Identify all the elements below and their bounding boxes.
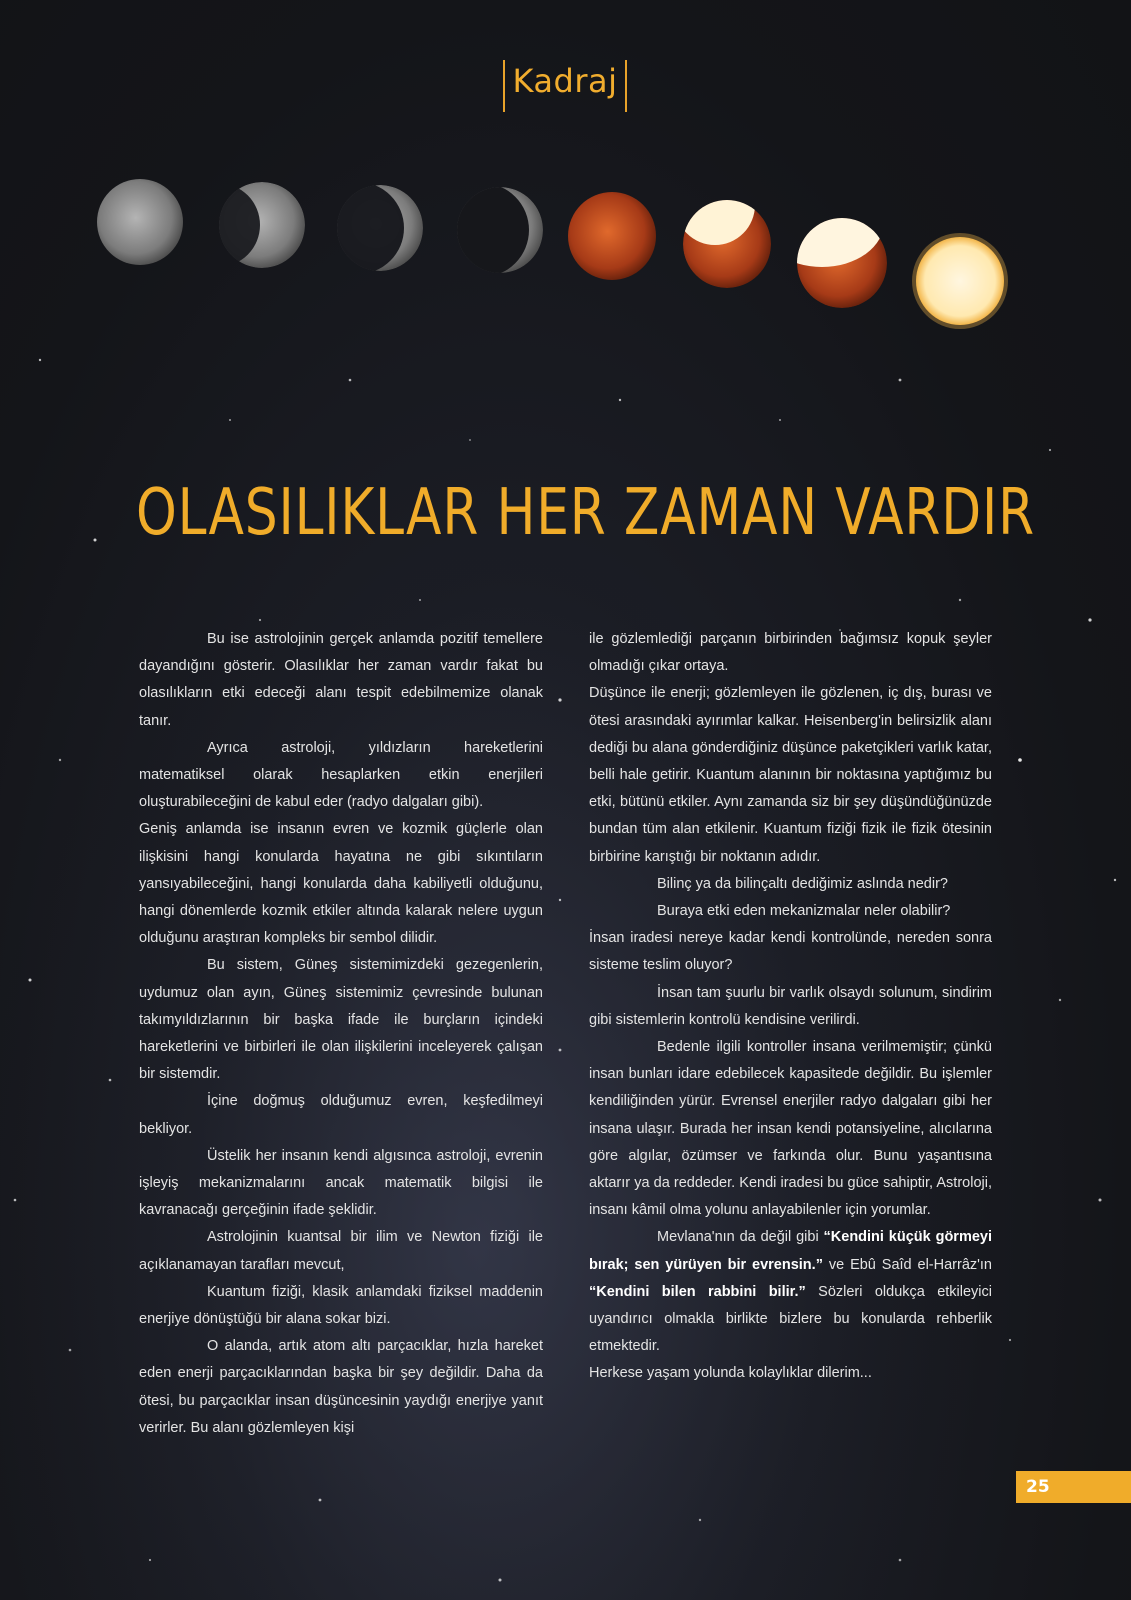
paragraph: Geniş anlamda ise insanın evren ve kozmik güçlerle olan ilişkisini hangi konularda hayatına ne gibi sıkıntıların yansıyabileceğini, hangi konularda daha kabiliyetli olduğunu, hangi dönemlerde kozmik etkiler altında kalarak nelere uygun olduğunu araştıran kompleks bir sembol dilidir. xyxy=(139,821,543,947)
magazine-logo xyxy=(503,60,627,112)
paragraph: Buraya etki eden mekanizmalar neler olabilir? xyxy=(657,903,951,920)
lunar-eclipse-phases-image xyxy=(0,150,1131,350)
mevlana-quote: “Kendini küçük görmeyi bırak; sen yürüyen bir evrensin.” xyxy=(589,1229,992,1273)
quote-connector: ve Ebû Saîd el-Harrâz'ın xyxy=(822,1256,992,1273)
quote-conclusion: Sözleri oldukça etkileyici uyandırıcı olmakla birlikte bizlere bu konularda rehberlik etmektedir. xyxy=(589,1283,992,1355)
paragraph: Bedenle ilgili kontroller insana verilmemiştir; çünkü insan bunları idare edebilecek kapasitede değildir. Bu işlemler kendiliğinden yürür. Evrensel enerjiler radyo dalgaları gibi her insana ulaşır. Burada her insan kendi potansiyeline, alıcılarına göre algılar, özümser ve farkında olur. Bunu yaşantısına aktarır ya da reddeder. Kendi iradesi bu güce sahiptir, Astroloji, insanı kâmil olma yolunu anlayabilenler için yorumlar. xyxy=(589,1039,992,1219)
paragraph: İnsan tam şuurlu bir varlık olsaydı solunum, sindirim gibi sistemlerin kontrolü kendisine verilirdi. xyxy=(589,984,992,1028)
paragraph: Bilinç ya da bilinçaltı dediğimiz aslında nedir? xyxy=(657,875,948,892)
paragraph: Üstelik her insanın kendi algısınca astroloji, evrenin işleyiş mekanizmalarını ancak matematik bilgisi ile kavranacağı gerçeğinin ifade şeklidir. xyxy=(139,1147,543,1219)
paragraph: Astrolojinin kuantsal bir ilim ve Newton fiziği ile açıklanamayan tarafları mevcut, xyxy=(139,1229,543,1273)
paragraph: Ayrıca astroloji, yıldızların hareketlerini matematiksel olarak hesaplarken etkin enerjileri oluşturabileceğini de kabul eder (radyo dalgaları gibi). xyxy=(139,739,543,811)
article-column-left xyxy=(139,626,543,1442)
paragraph: Bu sistem, Güneş sistemimizdeki gezegenlerin, uydumuz olan ayın, Güneş sistemimiz çevresinde bulunan takımyıldızlarının bir başka ifade ile burçların içindeki hareketlerini ve birbirleri ile olan ilişkilerini inceleyerek çalışan bir sistemdir. xyxy=(139,957,543,1083)
quote-paragraph xyxy=(589,1224,992,1360)
logo-text: Kadraj xyxy=(512,62,618,100)
page-number: 25 xyxy=(1026,1477,1050,1497)
harraz-quote: “Kendini bilen rabbini bilir.” xyxy=(589,1283,806,1300)
paragraph: Düşünce ile enerji; gözlemleyen ile gözlenen, iç dış, burası ve ötesi arasındaki ayırımlar kalkar. Heisenberg'in belirsizlik alanı dediği bu alana gönderdiğiniz düşünce paketçikleri varlık katar, belli hale getirir. Kuantum alanının bir noktasına yaptığımız bu etki, bütünü etkiler. Aynı zamanda siz bir şey düşündüğünüzde bundan tüm alan etkilenir. Kuantum fiziği fizik ile fizik ötesinin birbirine karıştığı bir noktanın adıdır. xyxy=(589,685,992,865)
paragraph: O alanda, artık atom altı parçacıklar, hızla hareket eden enerji parçacıklarından başka bir şey değildir. Daha da ötesi, bu parçacıklar insan düşüncesinin yaydığı enerjiye yanıt verirler. Bu alanı gözlemleyen kişi xyxy=(139,1338,543,1436)
closing-line: Herkese yaşam yolunda kolaylıklar dilerim... xyxy=(589,1365,872,1382)
paragraph: Kuantum fiziği, klasik anlamdaki fiziksel maddenin enerjiye dönüştüğü bir alana sokar bizi. xyxy=(139,1283,543,1328)
paragraph: ile gözlemlediği parçanın birbirinden bağımsız kopuk şeyler olmadığı çıkar ortaya. xyxy=(589,631,992,675)
paragraph: İnsan iradesi nereye kadar kendi kontrolünde, nereden sonra sisteme teslim oluyor? xyxy=(589,930,992,974)
paragraph: Bu ise astrolojinin gerçek anlamda pozitif temellere dayandığını gösterir. Olasılıklar her zaman vardır fakat bu olasılıkların etki edeceği alanı tespit edebilmemize olanak tanır. xyxy=(139,631,543,729)
page-number-tab xyxy=(1016,1471,1131,1503)
article-column-right xyxy=(589,626,992,1388)
article-title: OLASILIKLAR HER ZAMAN VARDIR xyxy=(136,476,1035,550)
quote-intro: Mevlana'nın da değil gibi xyxy=(657,1229,824,1246)
paragraph: İçine doğmuş olduğumuz evren, keşfedilmeyi bekliyor. xyxy=(139,1093,543,1137)
